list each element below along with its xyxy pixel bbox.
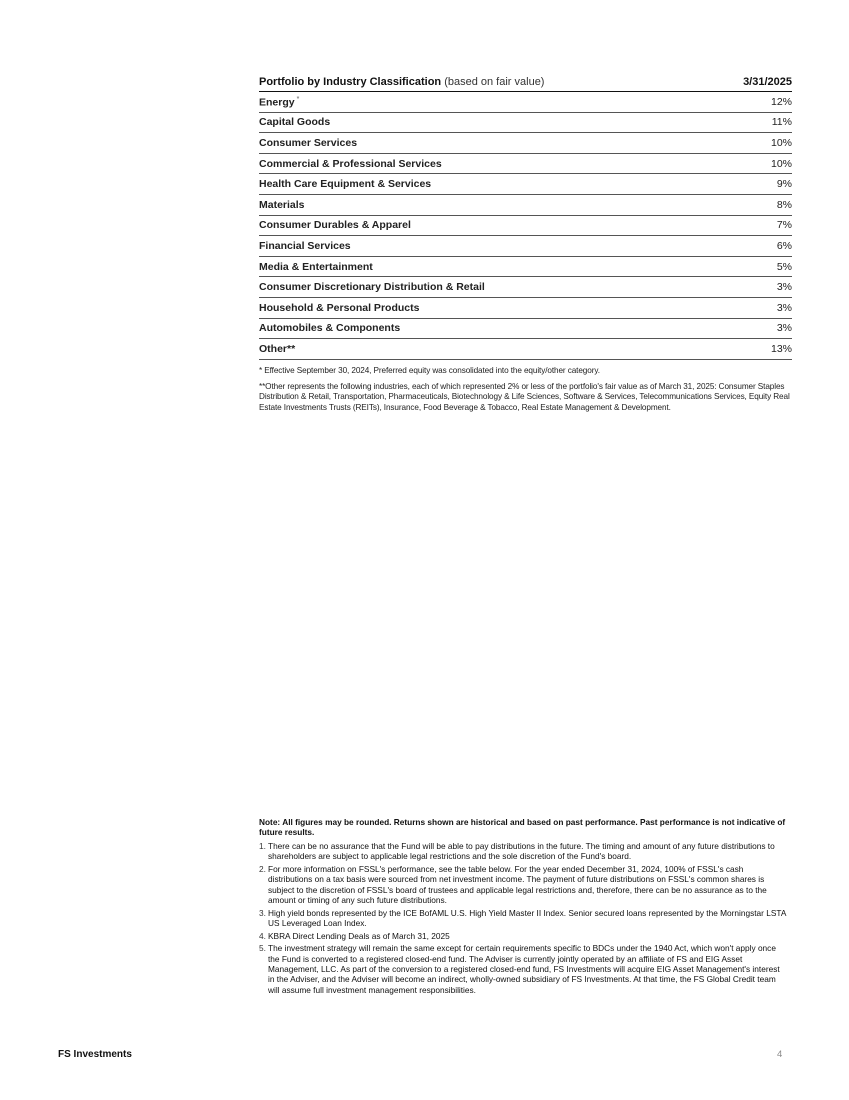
table-footnote-preferred-equity: * Effective September 30, 2024, Preferred equity was consolidated into the equity/other category. (259, 365, 600, 375)
allocation-percent: 6% (776, 239, 792, 252)
industry-label: Other** (259, 342, 296, 355)
note-item (259, 931, 787, 941)
note-text: For more information on FSSL's performance, see the table below. For the year ended December 31, 2024, 100% of FSSL's cash distributions on a tax basis were sourced from net investment income. The payment of future distributions on FSSL's common shares is subject to the discretion of FSSL's board of trustees and applicable legal restrictions and, therefore, there can be no assurance as to the amount or timing of any such future distributions. (268, 863, 767, 906)
allocation-percent: 7% (776, 219, 792, 232)
page-number: 4 (777, 1049, 783, 1060)
industry-label: Automobiles & Components (259, 322, 401, 335)
footer-brand-logo: FS Investments (58, 1049, 132, 1060)
table-row (259, 195, 792, 216)
table-footnote-other-industries: **Other represents the following industries, each of which represented 2% or less of the portfolio's fair value as of March 31, 2025: Consumer Staples Distribution & Retail, Transportation, Pharmaceuticals, Biotechnology & Life Sciences, Software & Services, Telecommunications Services, Equity Real Estate Investments Trusts (REITs), Insurance, Food Beverage & Tobacco, Real Estate Management & Development. (259, 382, 790, 412)
notes-list (259, 841, 787, 995)
table-row (259, 154, 792, 175)
allocation-percent: 3% (776, 322, 792, 335)
industry-label: Capital Goods (259, 116, 331, 129)
industry-classification-table (259, 73, 792, 413)
table-date-column-header: 3/31/2025 (743, 76, 792, 88)
disclosure-notes (259, 817, 787, 997)
table-rows (259, 92, 792, 360)
note-item (259, 943, 787, 995)
industry-label: Health Care Equipment & Services (259, 178, 432, 191)
allocation-percent: 13% (770, 342, 792, 355)
note-item (259, 864, 787, 906)
industry-label: Consumer Services (259, 136, 358, 149)
note-number: 4. (259, 930, 266, 941)
table-row (259, 113, 792, 134)
allocation-percent: 12% (770, 95, 792, 108)
allocation-percent: 5% (776, 260, 792, 273)
table-row (259, 339, 792, 360)
industry-label: Financial Services (259, 239, 351, 252)
table-row (259, 92, 792, 113)
table-row (259, 257, 792, 278)
table-row (259, 277, 792, 298)
industry-label: Energy (259, 96, 295, 109)
footnote-marker: * (296, 95, 300, 103)
industry-label: Commercial & Professional Services (259, 157, 442, 170)
allocation-percent: 9% (776, 178, 792, 191)
table-row (259, 133, 792, 154)
table-title-bold: Portfolio by Industry Classification (259, 76, 442, 88)
note-number: 2. (259, 863, 266, 874)
table-title (259, 73, 544, 91)
allocation-percent: 3% (776, 301, 792, 314)
allocation-percent: 3% (776, 281, 792, 294)
note-item (259, 841, 787, 862)
table-title-qualifier: (based on fair value) (441, 76, 545, 88)
note-item (259, 908, 787, 929)
allocation-percent: 10% (770, 157, 792, 170)
industry-label: Media & Entertainment (259, 260, 373, 273)
table-row (259, 216, 792, 237)
industry-label: Consumer Durables & Apparel (259, 219, 411, 232)
table-row (259, 174, 792, 195)
note-text: KBRA Direct Lending Deals as of March 31, 2025 (268, 930, 450, 941)
table-header (259, 73, 792, 92)
note-text: There can be no assurance that the Fund will be able to pay distributions in the future. The timing and amount of any future distributions to shareholders are subject to applicable legal restrictions and the sole discretion of the Fund's board. (268, 840, 775, 862)
label-wrapper (259, 96, 299, 109)
allocation-percent: 11% (771, 116, 792, 129)
table-row (259, 298, 792, 319)
note-number: 1. (259, 840, 266, 851)
table-row (259, 319, 792, 340)
table-row (259, 236, 792, 257)
industry-label: Materials (259, 198, 305, 211)
notes-heading: Note: All figures may be rounded. Returns shown are historical and based on past performance. Past performance is not indicative of future results. (259, 817, 786, 838)
industry-label: Consumer Discretionary Distribution & Retail (259, 281, 485, 294)
note-text: High yield bonds represented by the ICE BofAML U.S. High Yield Master II Index. Senior secured loans represented by the Morningstar LSTA US Leveraged Loan Index. (268, 907, 786, 929)
allocation-percent: 10% (770, 136, 792, 149)
note-text: The investment strategy will remain the same except for certain requirements specific to BDCs under the 1940 Act, which won't apply once the Fund is converted to a registered closed-end fund. The Adviser is currently jointly operated by an affiliate of FS and EIG Asset Management, LLC. As part of the conversion to a registered closed-end fund, FS Investments will acquire EIG Asset Management's interest in the Adviser, and the Adviser will become an indirect, wholly-owned subsidiary of FS Investments. At that time, the FS Global Credit team will assume full investment management responsibilities. (268, 943, 780, 995)
note-number: 5. (259, 943, 266, 954)
industry-label: Household & Personal Products (259, 301, 420, 314)
note-number: 3. (259, 907, 266, 918)
allocation-percent: 8% (776, 198, 792, 211)
